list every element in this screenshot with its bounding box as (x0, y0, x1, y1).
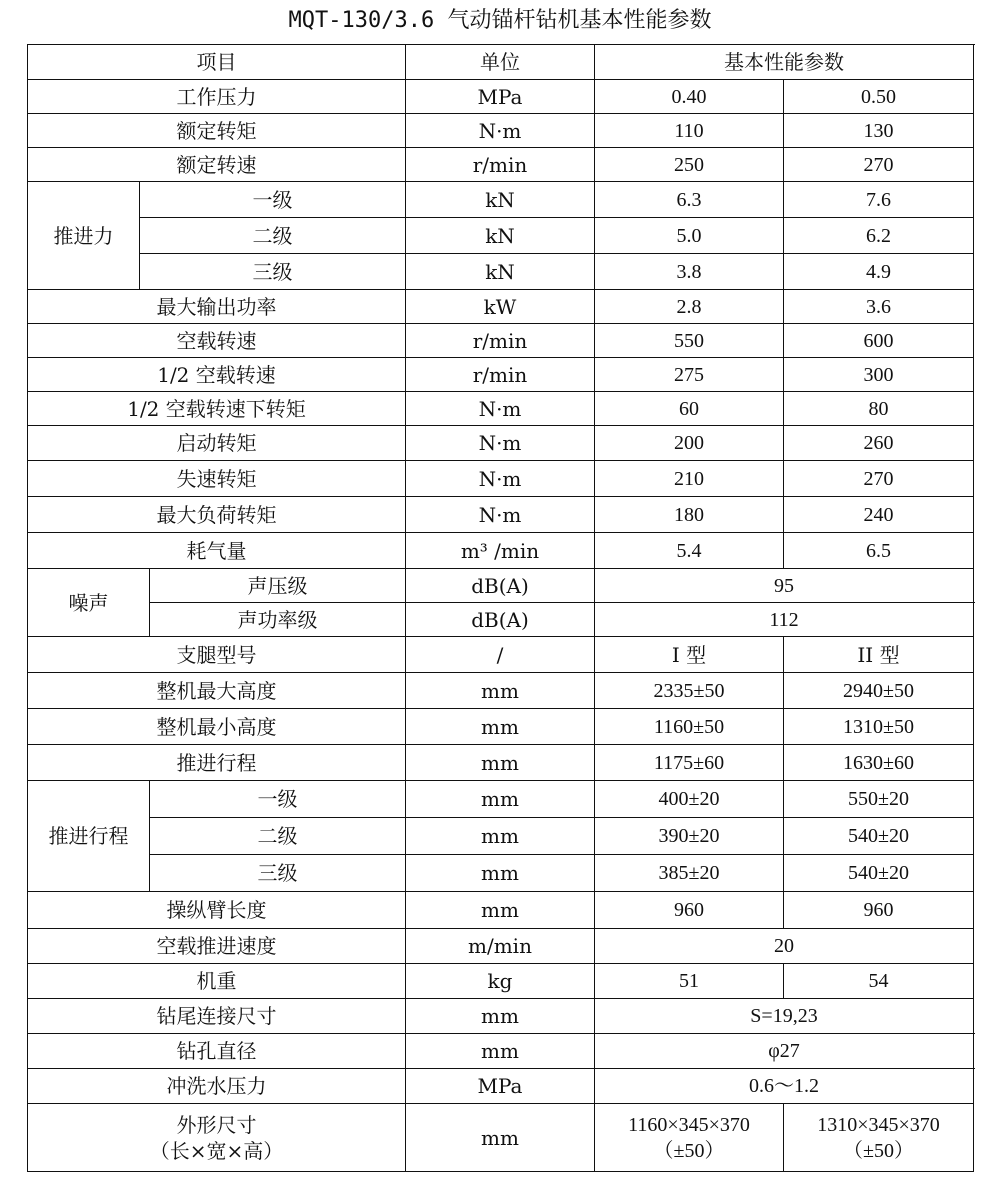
row-unit: N·m (406, 392, 595, 426)
row-unit: m/min (406, 929, 595, 964)
dims-value: 1160×345×370 (628, 1113, 750, 1136)
row-unit: kW (406, 290, 595, 324)
value-cell: 2940±50 (784, 673, 974, 709)
value-cell: 3.6 (784, 290, 974, 324)
value-cell: 960 (595, 892, 784, 929)
table-row (28, 426, 974, 461)
row-label: 推进行程 (28, 745, 406, 781)
table-row (28, 673, 974, 709)
table-row (28, 855, 974, 892)
row-unit: N·m (406, 497, 595, 533)
row-unit: mm (406, 673, 595, 709)
row-label: 耗气量 (28, 533, 406, 569)
table-row (28, 392, 974, 426)
row-label: 工作压力 (28, 80, 406, 114)
value-cell: 240 (784, 497, 974, 533)
value-cell: I 型 (595, 637, 784, 673)
table-row (28, 637, 974, 673)
row-label: 额定转矩 (28, 114, 406, 148)
value-cell: φ27 (595, 1034, 974, 1069)
value-cell: 180 (595, 497, 784, 533)
row-label: 额定转速 (28, 148, 406, 182)
table-row (28, 148, 974, 182)
row-unit: kN (406, 182, 595, 218)
value-cell: 200 (595, 426, 784, 461)
value-cell: 4.9 (784, 254, 974, 290)
value-cell: S=19,23 (595, 999, 974, 1034)
row-label: 失速转矩 (28, 461, 406, 497)
row-unit: mm (406, 781, 595, 818)
row-label: 钻尾连接尺寸 (28, 999, 406, 1034)
row-label: 空载转速 (28, 324, 406, 358)
dims-value: 1310×345×370 (817, 1113, 940, 1136)
sub-label: 一级 (140, 182, 406, 218)
table-row (28, 114, 974, 148)
row-label: 1/2 空载转速 (28, 358, 406, 392)
value-cell: 0.40 (595, 80, 784, 114)
table-row (28, 254, 974, 290)
value-cell: 2.8 (595, 290, 784, 324)
value-cell: 110 (595, 114, 784, 148)
group-label: 推进行程 (28, 781, 150, 892)
row-unit: MPa (406, 1069, 595, 1104)
value-cell: 400±20 (595, 781, 784, 818)
table-row (28, 533, 974, 569)
value-cell: 960 (784, 892, 974, 929)
value-cell: 390±20 (595, 818, 784, 855)
table-row (28, 999, 974, 1034)
value-cell: 51 (595, 964, 784, 999)
value-cell (595, 1104, 784, 1172)
value-cell: 54 (784, 964, 974, 999)
value-cell: 260 (784, 426, 974, 461)
row-unit: kN (406, 218, 595, 254)
value-cell: 95 (595, 569, 974, 603)
value-cell: 130 (784, 114, 974, 148)
table-row (28, 781, 974, 818)
row-unit: mm (406, 855, 595, 892)
row-unit: mm (406, 1104, 595, 1172)
row-unit: mm (406, 1034, 595, 1069)
row-unit: r/min (406, 148, 595, 182)
group-label: 推进力 (28, 182, 140, 290)
row-unit: N·m (406, 426, 595, 461)
table-row (28, 290, 974, 324)
row-unit: r/min (406, 324, 595, 358)
sub-label: 二级 (150, 818, 406, 855)
row-label: 冲洗水压力 (28, 1069, 406, 1104)
value-cell: 1630±60 (784, 745, 974, 781)
sub-label: 声压级 (150, 569, 406, 603)
value-cell: 210 (595, 461, 784, 497)
value-cell: 1175±60 (595, 745, 784, 781)
table-row (28, 1034, 974, 1069)
value-cell: 250 (595, 148, 784, 182)
value-cell (784, 1104, 974, 1172)
row-label: 机重 (28, 964, 406, 999)
row-label: 最大输出功率 (28, 290, 406, 324)
table-row (28, 745, 974, 781)
table-row (28, 709, 974, 745)
sub-label: 一级 (150, 781, 406, 818)
value-cell: 2335±50 (595, 673, 784, 709)
row-unit: N·m (406, 114, 595, 148)
value-cell: II 型 (784, 637, 974, 673)
value-cell: 1160±50 (595, 709, 784, 745)
value-cell: 20 (595, 929, 974, 964)
value-cell: 300 (784, 358, 974, 392)
page-title: MQT-130/3.6 气动锚杆钻机基本性能参数 (288, 8, 712, 33)
row-label: 空载推进速度 (28, 929, 406, 964)
sub-label: 二级 (140, 218, 406, 254)
sub-label: 三级 (140, 254, 406, 290)
value-cell: 540±20 (784, 818, 974, 855)
value-cell: 600 (784, 324, 974, 358)
row-label (28, 1104, 406, 1172)
table-row (28, 929, 974, 964)
table-row (28, 569, 974, 603)
row-label: 钻孔直径 (28, 1034, 406, 1069)
row-label: 整机最大高度 (28, 673, 406, 709)
value-cell: 270 (784, 148, 974, 182)
value-cell: 275 (595, 358, 784, 392)
value-cell: 80 (784, 392, 974, 426)
row-unit: kg (406, 964, 595, 999)
row-label: 支腿型号 (28, 637, 406, 673)
row-unit: mm (406, 709, 595, 745)
value-cell: 6.2 (784, 218, 974, 254)
row-unit: mm (406, 892, 595, 929)
value-cell: 6.3 (595, 182, 784, 218)
row-unit: mm (406, 999, 595, 1034)
table-row (28, 461, 974, 497)
row-unit: mm (406, 818, 595, 855)
value-cell: 0.6～1.2 (595, 1069, 974, 1104)
value-cell: 385±20 (595, 855, 784, 892)
sub-label: 三级 (150, 855, 406, 892)
table-row (28, 1069, 974, 1104)
table-row (28, 603, 974, 637)
table-row (28, 182, 974, 218)
value-cell: 5.0 (595, 218, 784, 254)
row-label: 1/2 空载转速下转矩 (28, 392, 406, 426)
sub-label: 声功率级 (150, 603, 406, 637)
spec-table (27, 44, 974, 1172)
row-unit: N·m (406, 461, 595, 497)
table-row (28, 358, 974, 392)
dims-tolerance: （±50） (843, 1139, 914, 1162)
row-unit: r/min (406, 358, 595, 392)
table-row (28, 892, 974, 929)
value-cell: 0.50 (784, 80, 974, 114)
header-item: 项目 (28, 45, 406, 80)
value-cell: 270 (784, 461, 974, 497)
value-cell: 5.4 (595, 533, 784, 569)
row-unit: mm (406, 745, 595, 781)
table-row (28, 818, 974, 855)
row-unit: dB(A) (406, 569, 595, 603)
table-row (28, 80, 974, 114)
value-cell: 112 (595, 603, 974, 637)
row-unit: / (406, 637, 595, 673)
row-unit: kN (406, 254, 595, 290)
value-cell: 540±20 (784, 855, 974, 892)
header-params: 基本性能参数 (595, 45, 974, 80)
table-row (28, 218, 974, 254)
value-cell: 6.5 (784, 533, 974, 569)
value-cell: 550±20 (784, 781, 974, 818)
table-row (28, 1104, 974, 1172)
row-unit: dB(A) (406, 603, 595, 637)
row-label: 启动转矩 (28, 426, 406, 461)
value-cell: 60 (595, 392, 784, 426)
dims-label-line1: 外形尺寸 (176, 1112, 257, 1137)
group-label: 噪声 (28, 569, 150, 637)
header-unit: 单位 (406, 45, 595, 80)
value-cell: 550 (595, 324, 784, 358)
row-unit: m³ /min (406, 533, 595, 569)
table-row (28, 964, 974, 999)
table-row (28, 324, 974, 358)
value-cell: 1310±50 (784, 709, 974, 745)
dims-tolerance: （±50） (653, 1139, 725, 1162)
dims-label-line2: （长×宽×高） (149, 1138, 284, 1163)
row-unit: MPa (406, 80, 595, 114)
table-row (28, 497, 974, 533)
row-label: 最大负荷转矩 (28, 497, 406, 533)
table-header-row (28, 45, 974, 80)
row-label: 操纵臂长度 (28, 892, 406, 929)
value-cell: 7.6 (784, 182, 974, 218)
value-cell: 3.8 (595, 254, 784, 290)
row-label: 整机最小高度 (28, 709, 406, 745)
